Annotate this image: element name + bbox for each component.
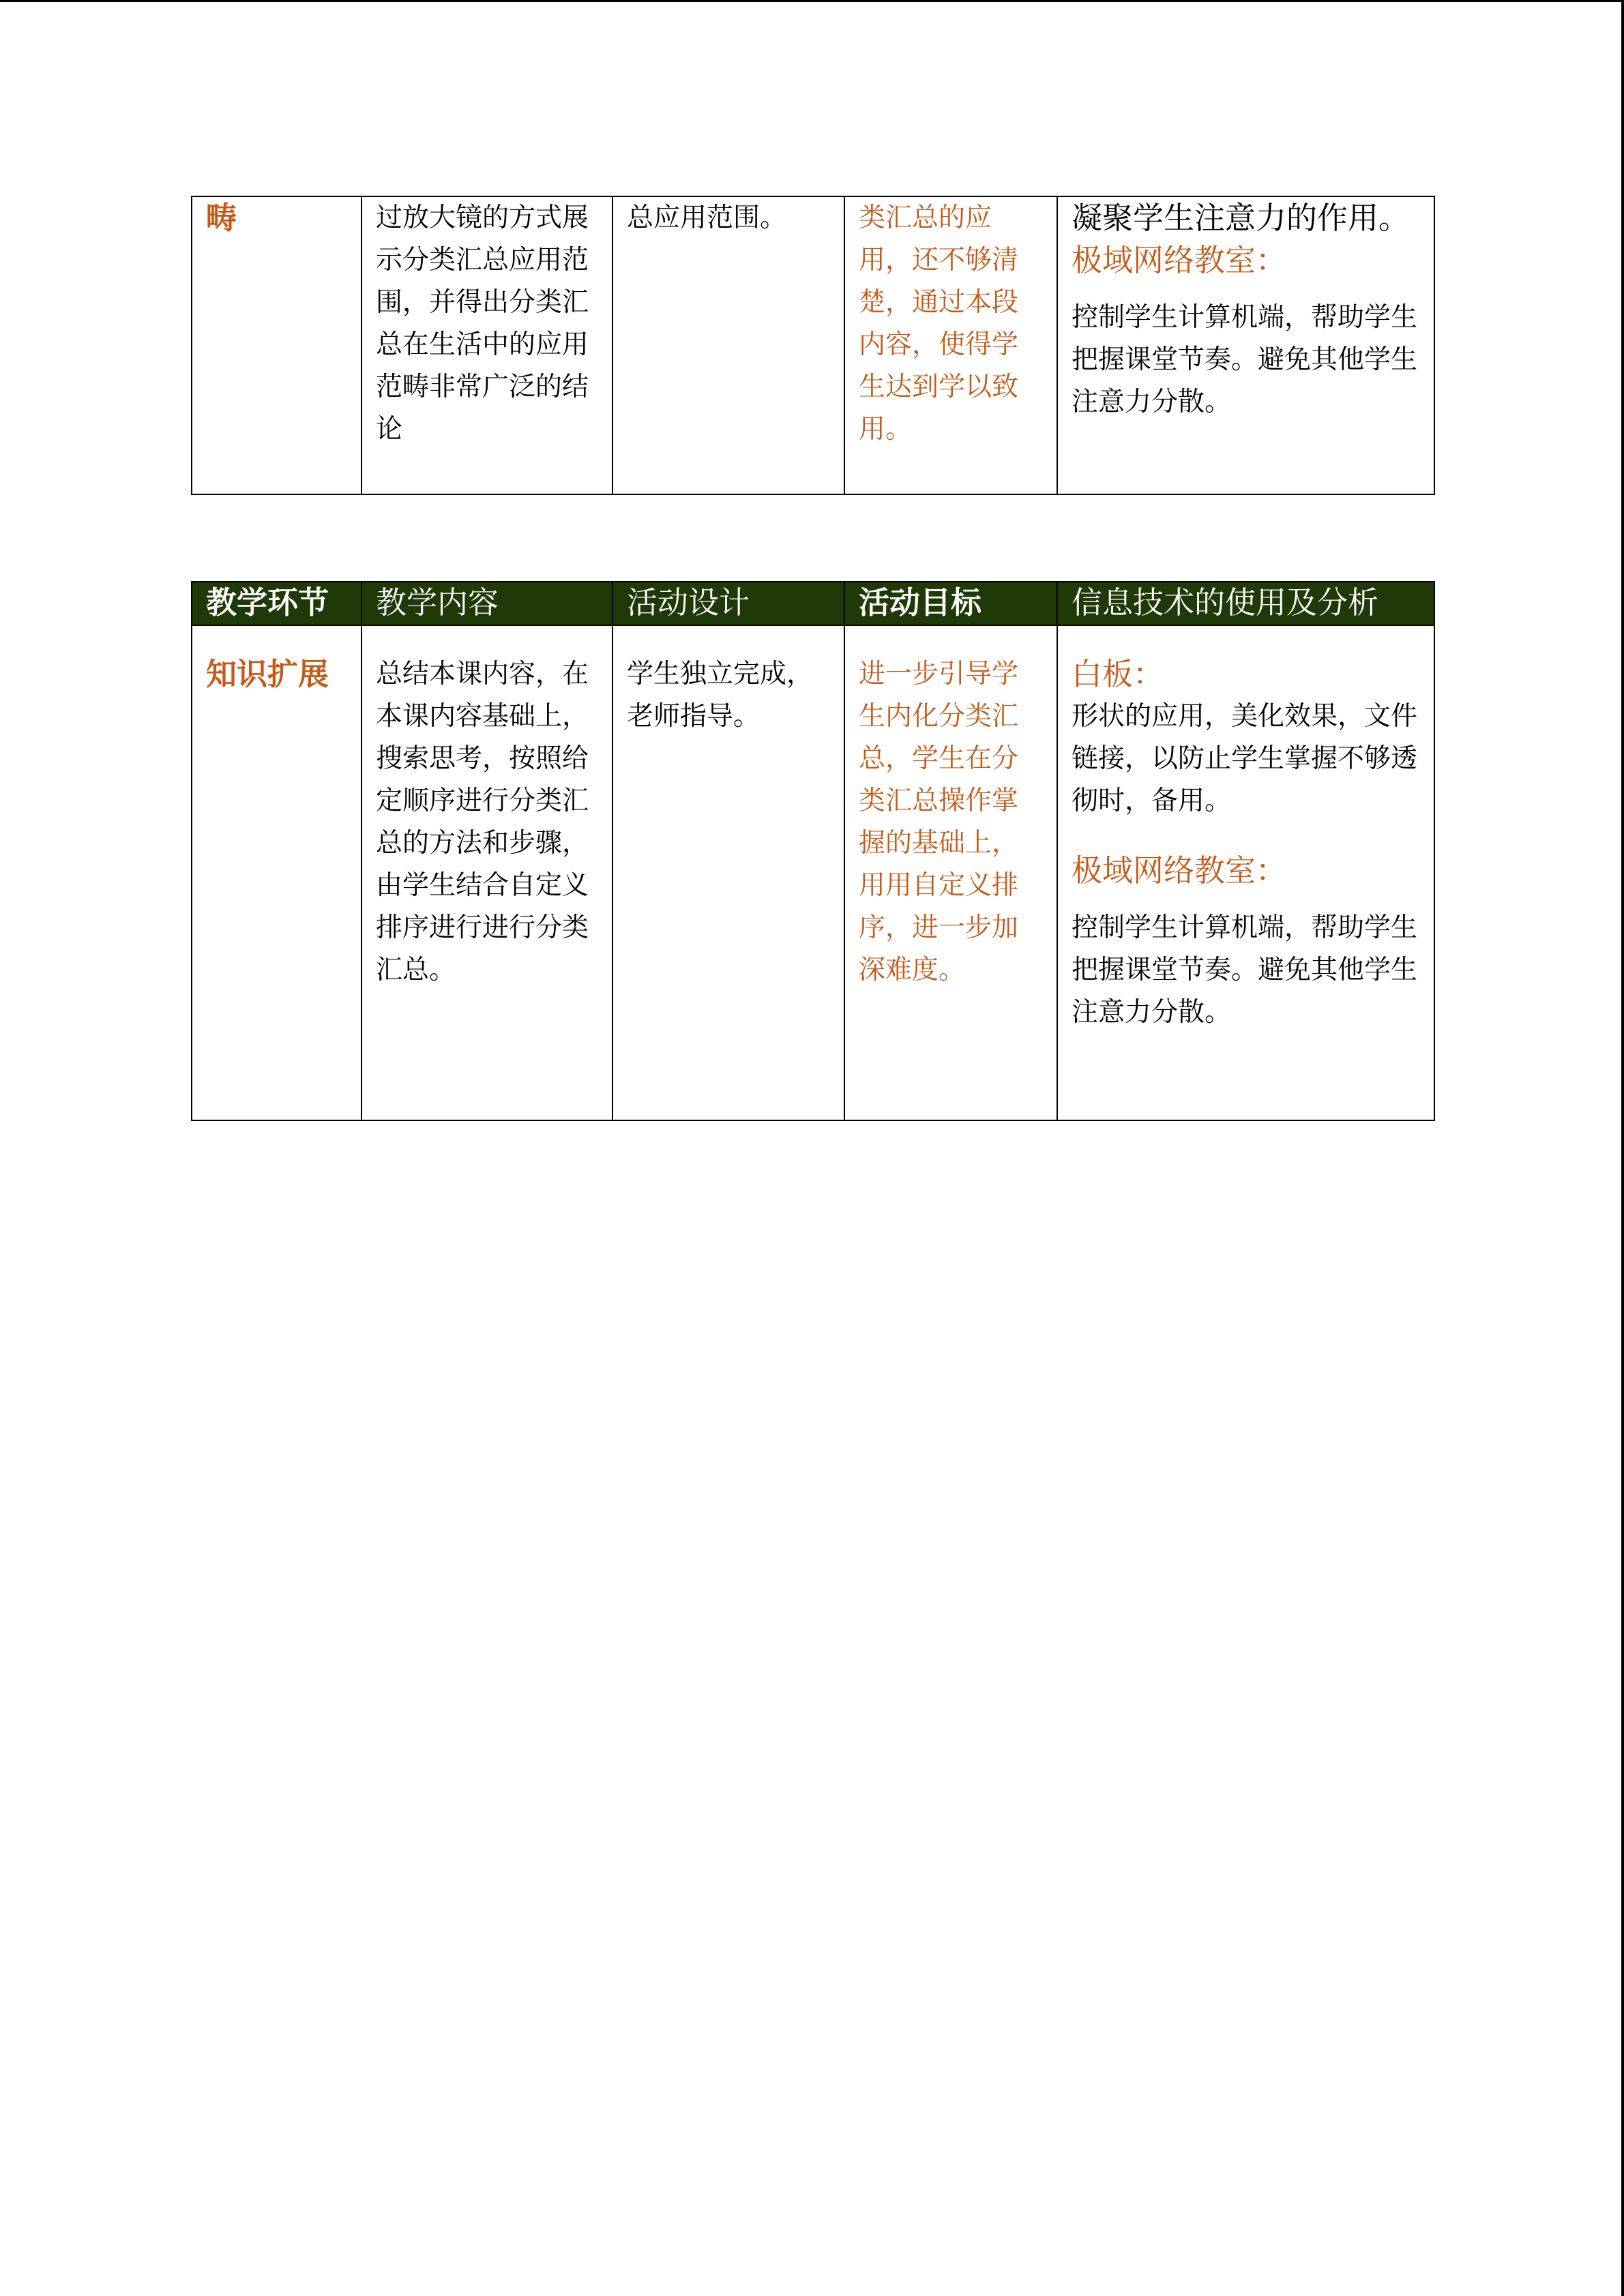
stage-cell — [192, 196, 361, 494]
tech-intro-text: 凝聚学生注意力的作用。 — [1072, 200, 1410, 236]
goal-cell — [844, 196, 1057, 494]
lesson-table-continued — [191, 196, 1435, 495]
activity-text: 学生独立完成，老师指导。 — [627, 659, 814, 732]
header-stage: 教学环节 — [192, 582, 361, 625]
stage-text: 畴 — [206, 200, 237, 236]
stage-text: 知识扩展 — [206, 656, 329, 692]
goal-text: 类汇总的应用，还不够清楚，通过本段内容，使得学生达到学以致用。 — [859, 203, 1019, 445]
activity-cell — [612, 625, 844, 1120]
tech-cell — [1057, 196, 1434, 494]
content-cell — [361, 625, 612, 1120]
table-header-row — [192, 582, 1434, 625]
activity-cell — [612, 196, 844, 494]
tech-classroom-description: 控制学生计算机端，帮助学生把握课堂节奏。避免其他学生注意力分散。 — [1072, 912, 1418, 1028]
tech-heading: 极域网络教室： — [1072, 242, 1287, 278]
content-text: 过放大镜的方式展示分类汇总应用范围，并得出分类汇总在生活中的应用范畴非常广泛的结论 — [376, 203, 589, 445]
table-row — [192, 196, 1434, 494]
header-goal: 活动目标 — [844, 582, 1057, 625]
tech-heading-classroom: 极域网络教室： — [1072, 852, 1287, 889]
table-row — [192, 625, 1434, 1120]
content-text: 总结本课内容，在本课内容基础上，搜索思考，按照给定顺序进行分类汇总的方法和步骤，由学生结合自定义排序进行进行分类汇总。 — [376, 659, 589, 985]
lesson-table-knowledge-extension — [191, 581, 1435, 1121]
header-activity: 活动设计 — [612, 582, 844, 625]
header-tech: 信息技术的使用及分析 — [1057, 582, 1434, 625]
goal-cell — [844, 625, 1057, 1120]
stage-cell — [192, 625, 361, 1120]
tech-whiteboard-description: 形状的应用，美化效果，文件链接，以防止学生掌握不够透彻时，备用。 — [1072, 701, 1418, 816]
goal-text: 进一步引导学生内化分类汇总，学生在分类汇总操作掌握的基础上，用用自定义排序，进一步加深难度。 — [859, 659, 1019, 985]
header-content: 教学内容 — [361, 582, 612, 625]
page-right-border — [1621, 0, 1624, 2296]
tech-heading-whiteboard: 白板： — [1072, 656, 1164, 692]
tech-cell — [1057, 625, 1434, 1120]
content-cell — [361, 196, 612, 494]
tech-description: 控制学生计算机端，帮助学生把握课堂节奏。避免其他学生注意力分散。 — [1072, 302, 1418, 417]
page-top-border — [0, 0, 1624, 2]
activity-text: 总应用范围。 — [627, 203, 787, 233]
